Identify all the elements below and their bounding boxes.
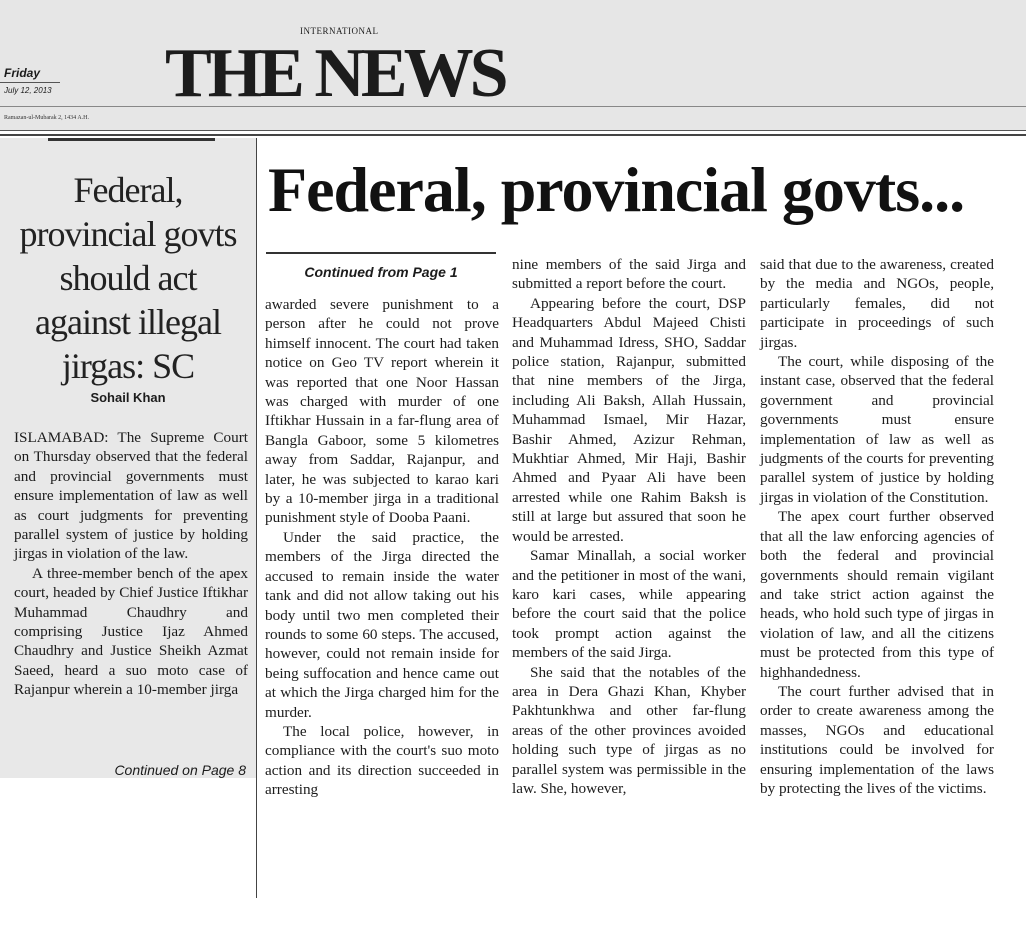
article-paragraph: Samar Minallah, a social worker and the petitioner in most of the wani, karo kari cases, while appearing before the court said that the police took prompt action against the members of the said Jirga.	[512, 547, 746, 662]
continued-on-label: Continued on Page 8	[114, 762, 246, 778]
main-headline: Federal, provincial govts...	[268, 154, 965, 225]
continued-from-label: Continued from Page 1	[304, 264, 458, 280]
article-column-1	[265, 295, 499, 800]
byline: Sohail Khan	[90, 390, 166, 405]
page-top-rule	[0, 130, 1026, 136]
article-paragraph: awarded severe punishment to a person after he could not prove himself innocent. The court had taken notice on Geo TV report wherein it was reported that one Noor Hassan was charged with murder of one Iftikhar Hussain in a far-flung area of Bangla Gaboor, some 5 kilometres away from Saddar, Rajanpur, and later, he was subjected to karao kari by a 10-member jirga in a traditional punishment style of Dooba Paani.	[265, 296, 499, 527]
masthead-day: Friday	[4, 66, 41, 80]
article-paragraph: The court, while disposing of the instant case, observed that the federal government and provincial governments must ensure implementation of law as well as judgments of the courts for preventing parallel system of justice by holding jirgas in violation of the Constitution.	[760, 353, 994, 506]
sidebar-paragraph: ISLAMABAD: The Supreme Court on Thursday observed that the federal and provincial governments must ensure implementation of law as well as court judgments for preventing parallel system of justice by holding jirgas in violation of the law.	[14, 429, 248, 563]
article-paragraph: She said that the notables of the area in Dera Ghazi Khan, Khyber Pakhtunkhwa and other far-flung areas of the other provinces avoided holding such type of jirgas as no parallel system was permissible in the law. She, however,	[512, 663, 746, 797]
newspaper-logo	[165, 24, 505, 119]
article-paragraph: Under the said practice, the members of the Jirga directed the accused to remain inside the water tank and did not allow taking out his body until two men completed their rounds to some 60 steps. The accused, however, could not remain inside for being suffocation and hence came out at which the Jirga charged him for the murder.	[265, 528, 499, 721]
masthead-rule	[0, 82, 60, 83]
sidebar-article	[0, 138, 256, 778]
article-column-3	[760, 255, 994, 798]
article-paragraph: nine members of the said Jirga and submitted a report before the court.	[512, 256, 746, 293]
sidebar-paragraph: A three-member bench of the apex court, headed by Chief Justice Iftikhar Muhammad Chaudhry and comprising Justice Ijaz Ahmed Chaudhry and Justice Sheikh Azmat Saeed, heard a suo moto case of Rajanpur wherein a 10-member jirga	[14, 564, 248, 699]
article-paragraph: The local police, however, in compliance with the court's suo moto action and its direction succeeded in arresting	[265, 722, 499, 799]
sidebar-headline: Federal, provincial govts should act against illegal jirgas: SC	[19, 170, 237, 386]
article-paragraph: The court further advised that in order to create awareness among the masses, NGOs and educational institutions could be involved for ensuring implementation of the laws by protecting the lives of the victims.	[760, 682, 994, 797]
article-paragraph: Appearing before the court, DSP Headquarters Abdul Majeed Chisti and Muhammad Idress, SHO, Saddar police station, Rajanpur, submitted that nine members of the Jirga, including Ali Baksh, Allah Hussain, Muhammad Ismael, Mir Hazar, Bashir Ahmed, Azizur Rehman, Mukhtiar Ahmed, Mir Haji, Bashir Ahmed and Pyaar Ali have been arrested while one Rahim Baksh is still at large but assured that soon he would be arrested.	[512, 294, 746, 545]
column-divider	[256, 138, 257, 898]
masthead	[0, 0, 1026, 130]
masthead-lower-rule	[0, 106, 1026, 107]
sidebar-top-rule	[48, 138, 215, 141]
logo-wordmark: THE NEWS	[165, 35, 505, 112]
continued-rule	[266, 252, 496, 254]
article-column-2	[512, 255, 746, 798]
article-paragraph: The apex court further observed that all the law enforcing agencies of both the federal and provincial governments should remain vigilant and take strict action against the heads, who hold such type of jirgas in violation of law, and all the citizens must be protected from this type of highhandedness.	[760, 508, 994, 681]
masthead-date: July 12, 2013	[4, 86, 52, 95]
sidebar-body	[14, 428, 248, 700]
article-paragraph: said that due to the awareness, created by the media and NGOs, people, particularly females, did not participate in proceedings of such jirgas.	[760, 256, 994, 351]
masthead-hijri-date: Ramazan-ul-Mubarak 2, 1434 A.H.	[4, 115, 89, 121]
logo-international: INTERNATIONAL	[300, 26, 379, 36]
